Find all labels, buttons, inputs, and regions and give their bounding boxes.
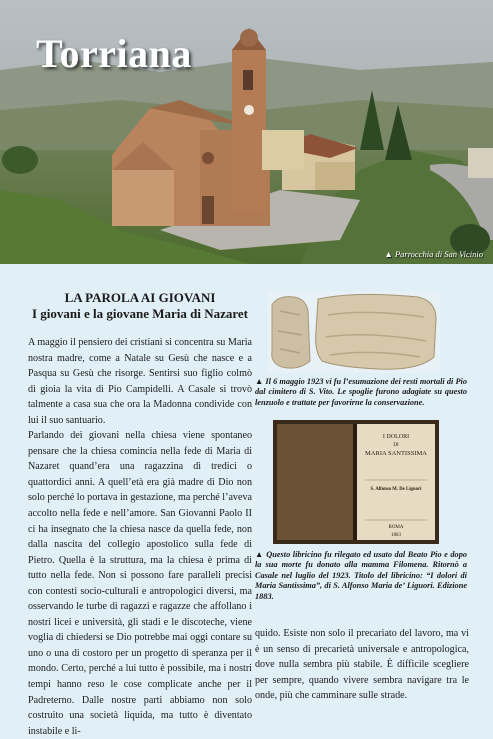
article-body [28,335,252,739]
book-city: ROMA [388,525,404,530]
book-title-line3: MARIA SANTISSIMA [365,450,427,457]
prayer-book-image [273,420,439,544]
article-title [28,290,252,322]
hero-photo [0,0,493,264]
book-caption: ▲ Questo libricino fu rilegato ed usato dal Beato Pio e dopo la sua morte fu donato alla mamma Filomena. Ritornò a Casale nel luglio del 1923. Titolo del libricino: “I dolori di Maria Santissima”, di S. Alfonso Maria de’ Liguori. Edizione 1883. [255,550,467,601]
book-year: 1883 [391,533,401,538]
book-photo [273,420,439,544]
book-author: S. Alfonso M. De Liguori [370,487,422,492]
article-continuation: quido. Esiste non solo il precariato del lavoro, ma vi è un senso di precarietà universale e antropologica, dove nulla sembra più stabile. È difficile scegliere per sempre, quando vivere sembra navigare tra le onde, più che camminare sulle strade. [255,628,469,702]
article-title-line1: LA PAROLA AI GIOVANI [64,290,216,305]
book-title-line1: I DOLORI [382,434,410,440]
cloth-caption: ▲ Il 6 maggio 1923 vi fu l’esumazione dei resti mortali di Pio dal cimitero di S. Vito. Le spoglie furono adagiate su questo lenzuolo e trattate per favorirne la conservazione. [255,377,467,407]
book-title-line2: DI [393,443,399,448]
article-column [28,290,252,739]
linen-cloth-image [268,291,440,373]
article-paragraph: A maggio il pensiero dei cristiani si concentra su Maria nostra madre, come a Natale su Gesù che nasce e a Pasqua su Gesù che risorge. Sentirsi suo figlio colmò di gioia la vita di Pio Campidelli. A Casale si trovò talmente a casa sua che ora la Madonna condivide con lui il suo santuario. [28,337,252,426]
photo-caption: ▲ Parrocchia di San Vicinio [384,249,483,259]
cloth-photo [268,291,440,373]
article-title-line2: I giovani e la giovane Maria di Nazaret [31,306,249,321]
page-title: Torriana [36,31,192,76]
article-paragraph: Parlando dei giovani nella chiesa viene spontaneo pensare che la chiesa comincia nella fede di Maria di Nazaret quand’era una ragazzina di tredici o quattordici anni. A quell’età era già madre di Dio non solo perché lo portava in gestazione, ma perché l’aveva accolto nella fede e nell’amore. San Giovanni Paolo II ci ha insegnato che la chiesa nasce da quella fede, non dalla nascita del collegio apostolico sulla fede di Pietro. Quella è la struttura, ma la chiesa è prima di tutto nella fede. Non si possono fare paralleli precisi con contesti socio-culturali e antropologici diversi, ma osservando le turbe di ragazzi e ragazze che affollano i nostri licei e università, gli stadi e le discoteche, viene voglia di chiedersi se Dio potrebbe mai oggi contare su uno o una di costoro per un progetto di speranza per il mondo. Certo, perché a lui tutto è possibile, ma i nostri tempi hanno reso le cose complicate anche per il Padreterno. Dalle nostre parti abbiamo non solo costruito una società liquida, ma tutto è diventato instabile e li- [28,430,252,737]
